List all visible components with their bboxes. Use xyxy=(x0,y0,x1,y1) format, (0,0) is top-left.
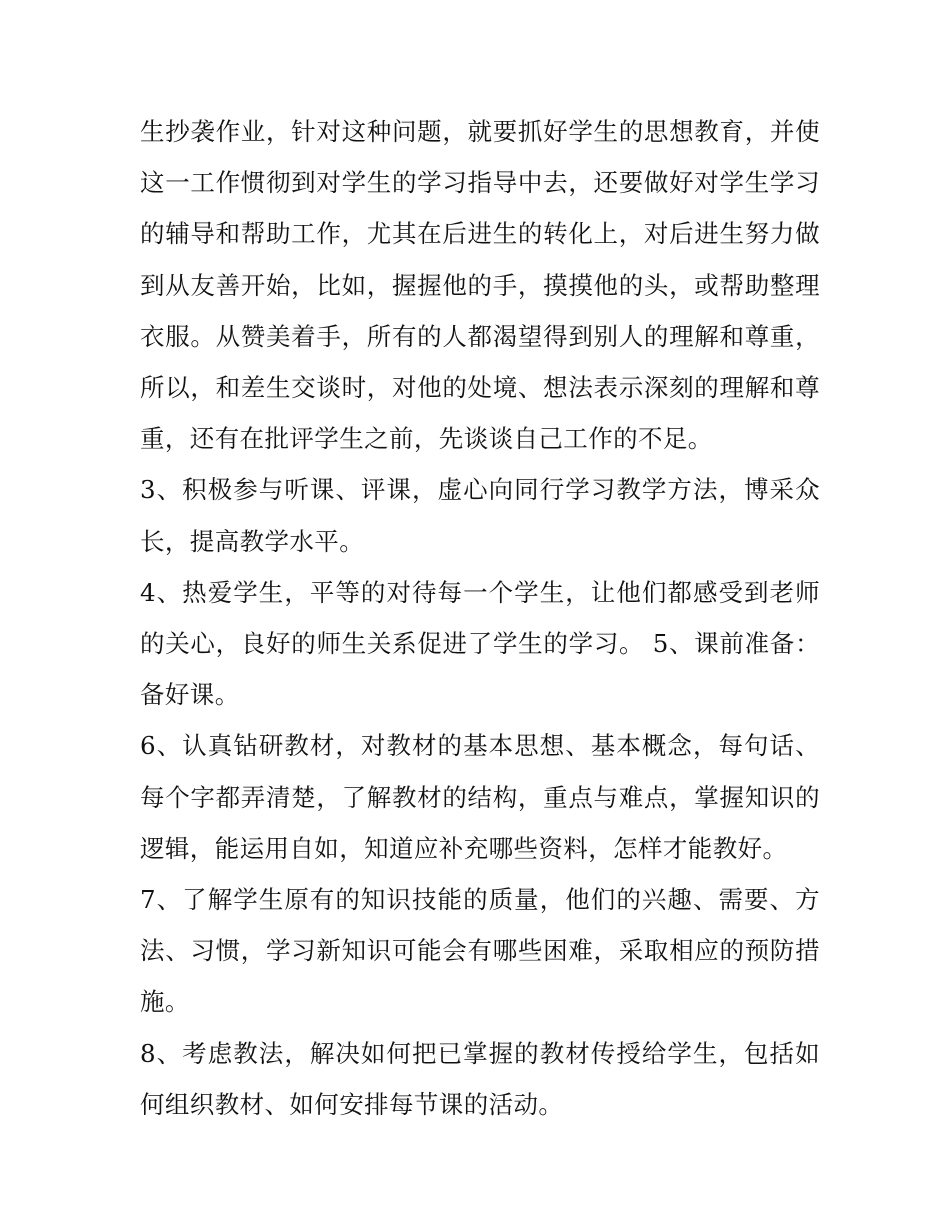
paragraph-item-3: 3、积极参与听课、评课，虚心向同行学习教学方法，博采众长，提高教学水平。 xyxy=(140,475,820,556)
paragraph-item-4-5: 4、热爱学生，平等的对待每一个学生，让他们都感受到老师的关心，良好的师生关系促进了学生的学习。 5、课前准备：备好课。 xyxy=(140,577,820,710)
paragraph-continuation: 生抄袭作业，针对这种问题，就要抓好学生的思想教育，并使这一工作惯彻到对学生的学习指导中去，还要做好对学生学习的辅导和帮助工作，尤其在后进生的转化上，对后进生努力做到从友善开始，比如，握握他的手，摸摸他的头，或帮助整理衣服。从赞美着手，所有的人都渴望得到别人的理解和尊重，所以，和差生交谈时，对他的处境、想法表示深刻的理解和尊重，还有在批评学生之前，先谈谈自己工作的不足。 xyxy=(140,117,820,454)
document-body xyxy=(140,106,820,1130)
paragraph-item-8: 8、考虑教法，解决如何把已掌握的教材传授给学生，包括如何组织教材、如何安排每节课的活动。 xyxy=(140,1038,820,1119)
paragraph-item-7: 7、了解学生原有的知识技能的质量，他们的兴趣、需要、方法、习惯，学习新知识可能会有哪些困难，采取相应的预防措施。 xyxy=(140,885,820,1017)
paragraph-item-6: 6、认真钻研教材，对教材的基本思想、基本概念，每句话、每个字都弄清楚，了解教材的结构，重点与难点，掌握知识的逻辑，能运用自如，知道应补充哪些资料，怎样才能教好。 xyxy=(140,731,820,863)
